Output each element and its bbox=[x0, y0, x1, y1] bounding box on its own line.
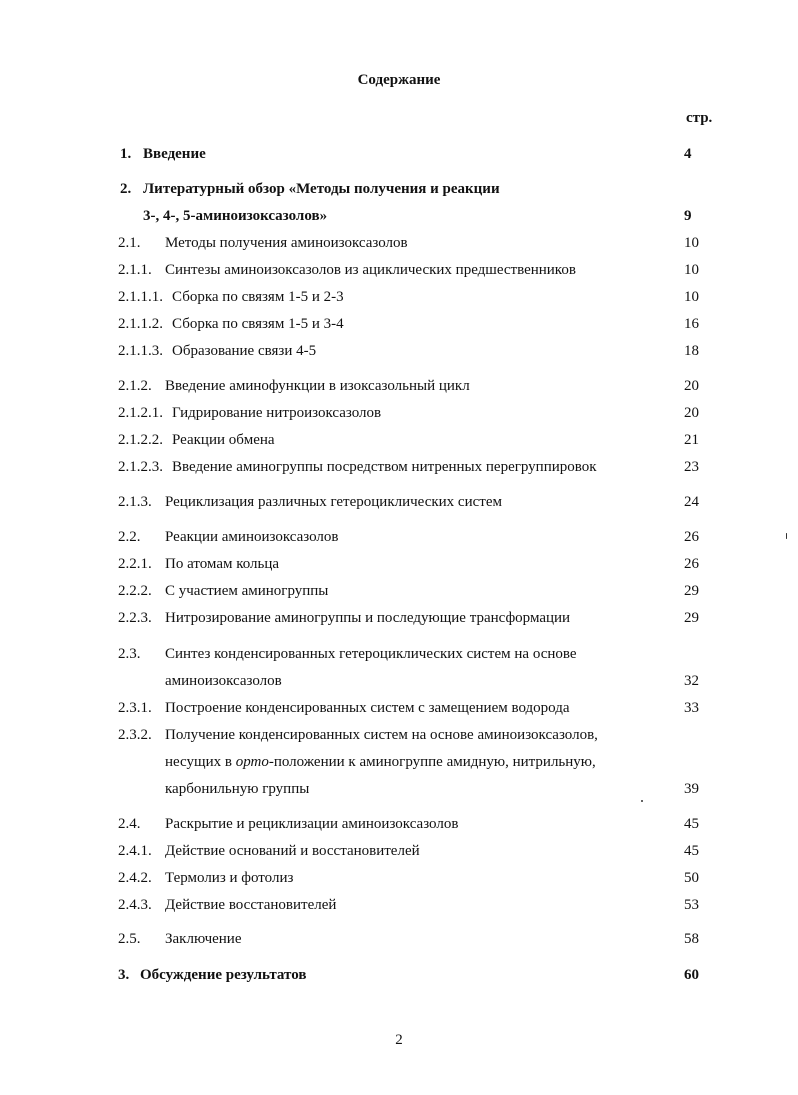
toc-text: Действие восстановителей bbox=[165, 897, 337, 913]
toc-text: Введение bbox=[143, 146, 206, 162]
toc-text: Раскрытие и рециклизации аминоизоксазолов bbox=[165, 816, 459, 832]
toc-number: 2.3.1. bbox=[118, 700, 152, 716]
toc-entry bbox=[0, 343, 798, 363]
toc-page: 29 bbox=[684, 610, 699, 626]
toc-page: 10 bbox=[684, 235, 699, 251]
toc-number: 2.2.3. bbox=[118, 610, 152, 626]
toc-entry bbox=[0, 931, 798, 951]
toc-entry bbox=[0, 432, 798, 452]
toc-text: Реакции обмена bbox=[172, 432, 275, 448]
toc-page: 33 bbox=[684, 700, 699, 716]
toc-number: 2.1.3. bbox=[118, 494, 152, 510]
toc-text: Термолиз и фотолиз bbox=[165, 870, 294, 886]
toc-page: 24 bbox=[684, 494, 699, 510]
toc-entry bbox=[0, 781, 798, 801]
toc-entry bbox=[0, 262, 798, 282]
toc-number: 2.2.1. bbox=[118, 556, 152, 572]
toc-entry bbox=[0, 897, 798, 917]
toc-number: 2.2.2. bbox=[118, 583, 152, 599]
scan-speck bbox=[786, 533, 787, 539]
toc-number: 2.1.2.3. bbox=[118, 459, 163, 475]
toc-text: аминоизоксазолов bbox=[165, 673, 282, 689]
toc-number: 2.2. bbox=[118, 529, 141, 545]
toc-entry bbox=[0, 646, 798, 666]
toc-entry bbox=[0, 556, 798, 576]
toc-entry bbox=[0, 610, 798, 630]
toc-text: С участием аминогруппы bbox=[165, 583, 329, 599]
toc-text: 3-, 4-, 5-аминоизоксазолов» bbox=[143, 208, 328, 224]
toc-text: Образование связи 4-5 bbox=[172, 343, 317, 359]
toc-number: 2.4. bbox=[118, 816, 141, 832]
toc-page: 4 bbox=[684, 146, 692, 162]
toc-number: 2.4.1. bbox=[118, 843, 152, 859]
toc-text: Действие оснований и восстановителей bbox=[165, 843, 420, 859]
toc-page: 53 bbox=[684, 897, 699, 913]
toc-page: 9 bbox=[684, 208, 692, 224]
toc-entry bbox=[0, 459, 798, 479]
toc-page: 23 bbox=[684, 459, 699, 475]
toc-number: 2.1. bbox=[118, 235, 141, 251]
toc-entry bbox=[0, 208, 798, 228]
toc-text: Реакции аминоизоксазолов bbox=[165, 529, 339, 545]
toc-text: Получение конденсированных систем на основе аминоизоксазолов, bbox=[165, 727, 598, 743]
toc-page: 20 bbox=[684, 378, 699, 394]
toc-text: Сборка по связям 1-5 и 3-4 bbox=[172, 316, 344, 332]
toc-page: 45 bbox=[684, 816, 699, 832]
toc-entry bbox=[0, 673, 798, 693]
toc-number: 2.1.1.1. bbox=[118, 289, 163, 305]
toc-page: 60 bbox=[684, 967, 699, 983]
toc-text: По атомам кольца bbox=[165, 556, 280, 572]
toc-text: Синтез конденсированных гетероциклических систем на основе bbox=[165, 646, 577, 662]
toc-entry bbox=[0, 181, 798, 201]
toc-page: 45 bbox=[684, 843, 699, 859]
toc-entry bbox=[0, 816, 798, 836]
toc-number: 2.1.2.1. bbox=[118, 405, 163, 421]
toc-text: Обсуждение результатов bbox=[140, 967, 307, 983]
toc-text: Заключение bbox=[165, 931, 242, 947]
toc-page: 58 bbox=[684, 931, 699, 947]
toc-number: 1. bbox=[120, 146, 132, 162]
toc-text: Синтезы аминоизоксазолов из ациклических предшественников bbox=[165, 262, 576, 278]
toc-entry bbox=[0, 870, 798, 890]
toc-text: Введение аминофункции в изоксазольный цикл bbox=[165, 378, 470, 394]
toc-page: 16 bbox=[684, 316, 699, 332]
toc-number: 2.1.1.3. bbox=[118, 343, 163, 359]
toc-page: 26 bbox=[684, 529, 699, 545]
toc-entry bbox=[0, 378, 798, 398]
toc-page: 50 bbox=[684, 870, 699, 886]
toc-page: 32 bbox=[684, 673, 699, 689]
toc-number: 2.4.2. bbox=[118, 870, 152, 886]
toc-entry bbox=[0, 146, 798, 166]
toc-entry bbox=[0, 700, 798, 720]
toc-entry bbox=[0, 583, 798, 603]
toc-entry bbox=[0, 727, 798, 747]
toc-page: 29 bbox=[684, 583, 699, 599]
toc-text: несущих в орто-положении к аминогруппе амидную, нитрильную, bbox=[165, 754, 596, 770]
toc-entry bbox=[0, 529, 798, 549]
page-column-header: стр. bbox=[686, 110, 713, 126]
toc-page: 20 bbox=[684, 405, 699, 421]
toc-text: Гидрирование нитроизоксазолов bbox=[172, 405, 382, 421]
toc-entry bbox=[0, 967, 798, 987]
toc-page: 21 bbox=[684, 432, 699, 448]
toc-text: Построение конденсированных систем с замещением водорода bbox=[165, 700, 570, 716]
toc-text: Сборка по связям 1-5 и 2-3 bbox=[172, 289, 344, 305]
toc-page: 10 bbox=[684, 262, 699, 278]
toc-entry bbox=[0, 289, 798, 309]
toc-number: 2.1.2.2. bbox=[118, 432, 163, 448]
toc-page: 18 bbox=[684, 343, 699, 359]
toc-number: 2.1.1.2. bbox=[118, 316, 163, 332]
toc-number: 2.4.3. bbox=[118, 897, 152, 913]
toc-page: 39 bbox=[684, 781, 699, 797]
page-title: Содержание bbox=[357, 72, 441, 88]
toc-number: 2.3. bbox=[118, 646, 141, 662]
toc-number: 2.3.2. bbox=[118, 727, 152, 743]
toc-text: Введение аминогруппы посредством нитренных перегруппировок bbox=[172, 459, 597, 475]
toc-entry bbox=[0, 843, 798, 863]
toc-text: Литературный обзор «Методы получения и реакции bbox=[143, 181, 500, 197]
toc-entry bbox=[0, 316, 798, 336]
toc-number: 2.1.1. bbox=[118, 262, 152, 278]
page-number: 2 bbox=[395, 1032, 403, 1048]
toc-entry bbox=[0, 754, 798, 774]
scan-speck bbox=[641, 800, 643, 802]
toc-number: 2. bbox=[120, 181, 132, 197]
toc-text: карбонильную группы bbox=[165, 781, 310, 797]
toc-page: 10 bbox=[684, 289, 699, 305]
toc-number: 2.5. bbox=[118, 931, 141, 947]
toc-entry bbox=[0, 235, 798, 255]
toc-text: Рециклизация различных гетероциклических систем bbox=[165, 494, 502, 510]
toc-text: Методы получения аминоизоксазолов bbox=[165, 235, 408, 251]
toc-number: 3. bbox=[118, 967, 130, 983]
toc-entry bbox=[0, 405, 798, 425]
toc-text: Нитрозирование аминогруппы и последующие трансформации bbox=[165, 610, 571, 626]
toc-entry bbox=[0, 494, 798, 514]
toc-number: 2.1.2. bbox=[118, 378, 152, 394]
toc-page: 26 bbox=[684, 556, 699, 572]
